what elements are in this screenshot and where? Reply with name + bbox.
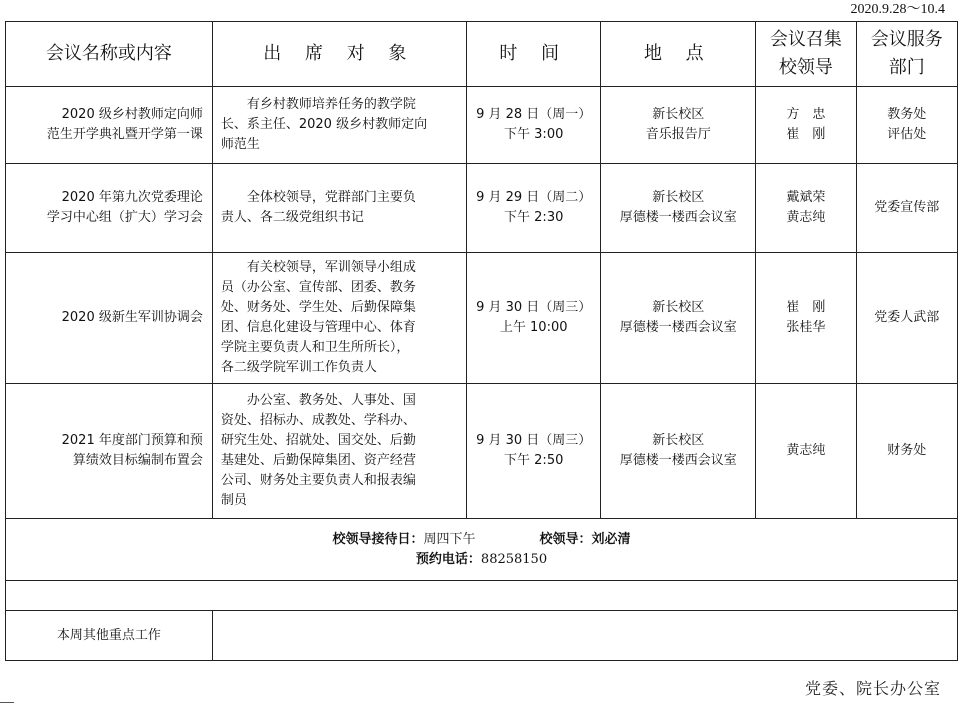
meeting-time: 9 月 29 日（周二） 下午 2:30 (466, 164, 601, 253)
reception-phone-label: 预约电话： (415, 551, 481, 567)
table-row (6, 164, 958, 253)
header-row (6, 22, 958, 87)
meeting-name: 2020 级新生军训协调会 (6, 253, 213, 384)
service-dept: 党委人武部 (856, 253, 957, 384)
blank-row (6, 581, 958, 611)
meeting-place: 新长校区 音乐报告厅 (601, 87, 756, 164)
meeting-place: 新长校区 厚德楼一楼西会议室 (601, 384, 756, 519)
convening-leaders: 戴斌荣 黄志纯 (756, 164, 856, 253)
date-range: 2020.9.28～10.4 (850, 2, 945, 17)
other-work-content (212, 611, 957, 661)
header-name: 会议名称或内容 (6, 22, 213, 87)
header-leader (756, 22, 856, 87)
service-dept: 党委宣传部 (856, 164, 957, 253)
meeting-schedule-table (5, 21, 958, 661)
header-dept-line1: 会议服务 (870, 29, 943, 50)
reception-phone-value: 88258150 (480, 551, 548, 567)
attendees: 办公室、教务处、人事处、国 资处、招标办、成教处、学科办、 研究生处、招就处、国交处、后勤 基建处、后勤保障集团、资产经营 公司、财务处主要负责人和报表编 制员 (212, 384, 466, 519)
table-row (6, 253, 958, 384)
header-dept-line2: 部门 (888, 57, 925, 78)
header-time: 时 间 (466, 22, 601, 87)
issuer-footer: 党委、院长办公室 (804, 679, 941, 698)
service-dept: 财务处 (856, 384, 957, 519)
other-work-label: 本周其他重点工作 (6, 611, 213, 661)
convening-leaders: 崔 刚 张桂华 (756, 253, 856, 384)
reception-day-label: 校领导接待日： (332, 531, 424, 547)
meeting-name: 2021 年度部门预算和预 算绩效目标编制布置会 (6, 384, 213, 519)
blank-cell (6, 581, 958, 611)
meeting-name: 2020 级乡村教师定向师 范生开学典礼暨开学第一课 (6, 87, 213, 164)
other-work-row (6, 611, 958, 661)
divider (0, 702, 14, 703)
header-attendees: 出 席 对 象 (212, 22, 466, 87)
meeting-place: 新长校区 厚德楼一楼西会议室 (601, 164, 756, 253)
meeting-time: 9 月 30 日（周三） 下午 2:50 (466, 384, 601, 519)
reception-leader-value: 刘必清 (591, 531, 631, 547)
convening-leaders: 黄志纯 (756, 384, 856, 519)
meeting-name: 2020 年第九次党委理论 学习中心组（扩大）学习会 (6, 164, 213, 253)
reception-leader-label: 校领导： (539, 531, 592, 547)
reception-day-value: 周四下午 (423, 531, 476, 547)
attendees: 有乡村教师培养任务的教学院 长、系主任、2020 级乡村教师定向 师范生 (212, 87, 466, 164)
header-dept (856, 22, 957, 87)
header-leader-line1: 会议召集 (769, 29, 842, 50)
meeting-time: 9 月 28 日（周一） 下午 3:00 (466, 87, 601, 164)
header-leader-line2: 校领导 (778, 57, 833, 78)
meeting-place: 新长校区 厚德楼一楼西会议室 (601, 253, 756, 384)
service-dept: 教务处 评估处 (856, 87, 957, 164)
table-row (6, 87, 958, 164)
attendees: 全体校领导，党群部门主要负 责人、各二级党组织书记 (212, 164, 466, 253)
reception-row (6, 519, 958, 581)
attendees: 有关校领导，军训领导小组成 员（办公室、宣传部、团委、教务 处、财务处、学生处、后勤保障集 团、信息化建设与管理中心、体育 学院主要负责人和卫生所所长）， 各二级学院军训工作负责人 (212, 253, 466, 384)
table-row (6, 384, 958, 519)
meeting-time: 9 月 30 日（周三） 上午 10:00 (466, 253, 601, 384)
convening-leaders: 方 忠 崔 刚 (756, 87, 856, 164)
header-place: 地 点 (601, 22, 756, 87)
reception-info (6, 519, 958, 581)
